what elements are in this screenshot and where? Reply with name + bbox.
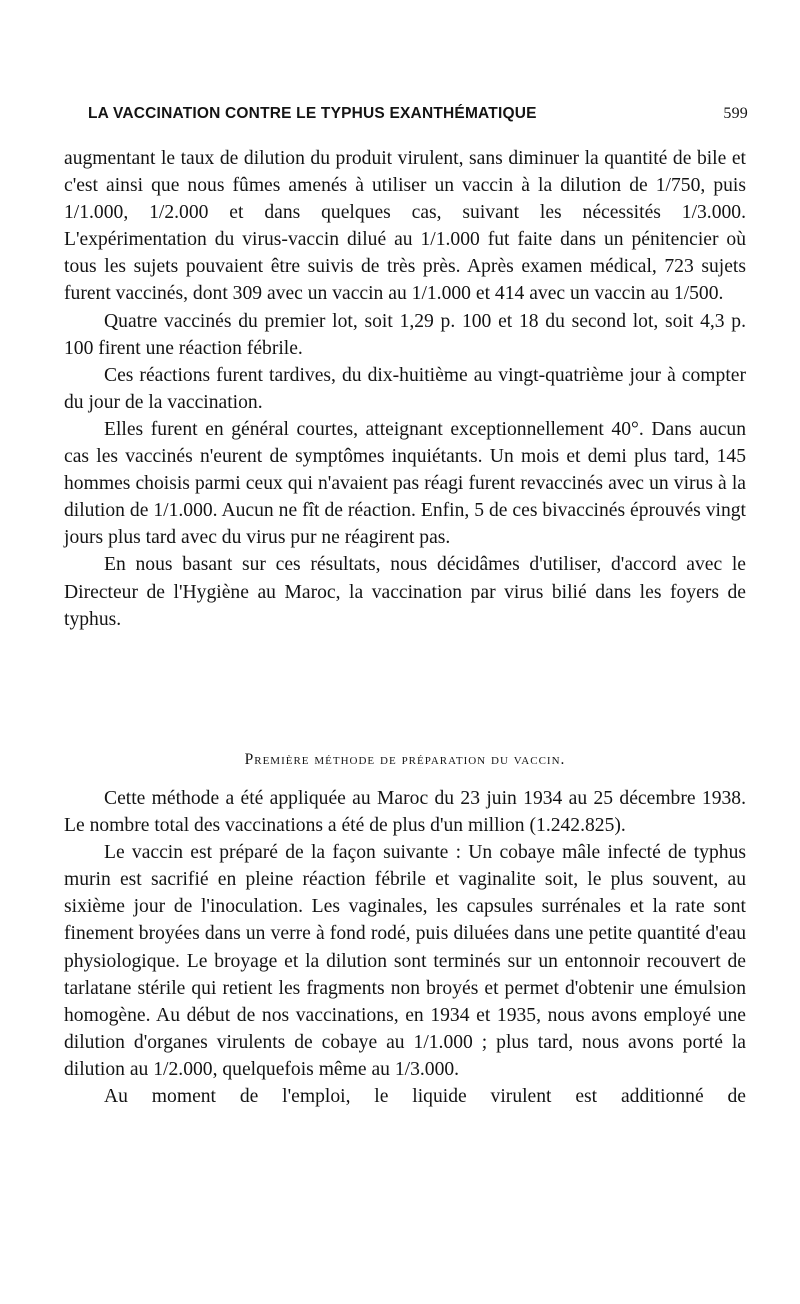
section-heading: Première méthode de préparation du vaccin. bbox=[244, 751, 566, 768]
running-head bbox=[88, 101, 748, 129]
paragraph: Quatre vaccinés du premier lot, soit 1,29 p. 100 et 18 du second lot, soit 4,3 p. 100 firent une réaction fébrile. bbox=[64, 310, 746, 359]
paragraph: Cette méthode a été appliquée au Maroc du 23 juin 1934 au 25 décembre 1938. Le nombre total des vaccinations a été de plus d'un million (1.242.825). bbox=[64, 788, 746, 837]
paragraph-last-line: Au moment de l'emploi, le liquide virulent est additionné de bbox=[104, 1086, 746, 1108]
page-number: 599 bbox=[723, 105, 748, 122]
paragraph: Elles furent en général courtes, atteignant exceptionnellement 40°. Dans aucun cas les vaccinés n'eurent de symptômes inquiétants. Un mois et demi plus tard, 145 hommes choisis parmi ceux qui n'avaient pas réagi furent revaccinés avec un virus à la dilution de 1/1.000. Aucun ne fît de réaction. Enfin, 5 de ces bivaccinés éprouvés vingt jours plus tard avec du virus pur ne réagirent pas. bbox=[64, 418, 746, 549]
paragraph: Le vaccin est préparé de la façon suivante : Un cobaye mâle infecté de typhus murin est sacrifié en pleine réaction fébrile et vaginalite soit, le plus souvent, au sixième jour de l'inoculation. Les vaginales, les capsules surrénales et la rate sont finement broyées dans un verre à fond rodé, puis diluées dans une petite quantité d'eau physiologique. Le broyage et la dilution sont terminés sur un entonnoir recouvert de tarlatane stérile qui retient les fragments non broyés et permet d'obtenir une émulsion homogène. Au début de nos vaccinations, en 1934 et 1935, nous avons employé une dilution d'organes virulents de cobaye au 1/1.000 ; plus tard, nous avons porté la dilution au 1/2.000, quelquefois même au 1/3.000. bbox=[64, 842, 746, 1080]
paragraph: Ces réactions furent tardives, du dix-huitième au vingt-quatrième jour à compter du jour de la vaccination. bbox=[64, 364, 746, 413]
paragraph: En nous basant sur ces résultats, nous décidâmes d'utiliser, d'accord avec le Directeur de l'Hygiène au Maroc, la vaccination par virus bilié dans les foyers de typhus. bbox=[64, 554, 746, 630]
running-head-title: LA VACCINATION CONTRE LE TYPHUS EXANTHÉMATIQUE bbox=[88, 105, 537, 122]
body-text-lower bbox=[64, 785, 746, 1110]
paragraph-continued: augmentant le taux de dilution du produit virulent, sans diminuer la quantité de bile et c'est ainsi que nous fûmes amenés à utiliser un vaccin à la dilution de 1/750, puis 1/1.000, 1/2.000 et dans quelques cas, suivant les nécessités 1/3.000. L'expérimentation du virus-vaccin dilué au 1/1.000 fut faite dans un pénitencier où tous les sujets pouvaient être suivis de très près. Après examen médical, 723 sujets furent vaccinés, dont 309 avec un vaccin au 1/1.000 et 414 avec un vaccin au 1/500. bbox=[64, 148, 746, 305]
body-text-upper bbox=[64, 145, 746, 633]
